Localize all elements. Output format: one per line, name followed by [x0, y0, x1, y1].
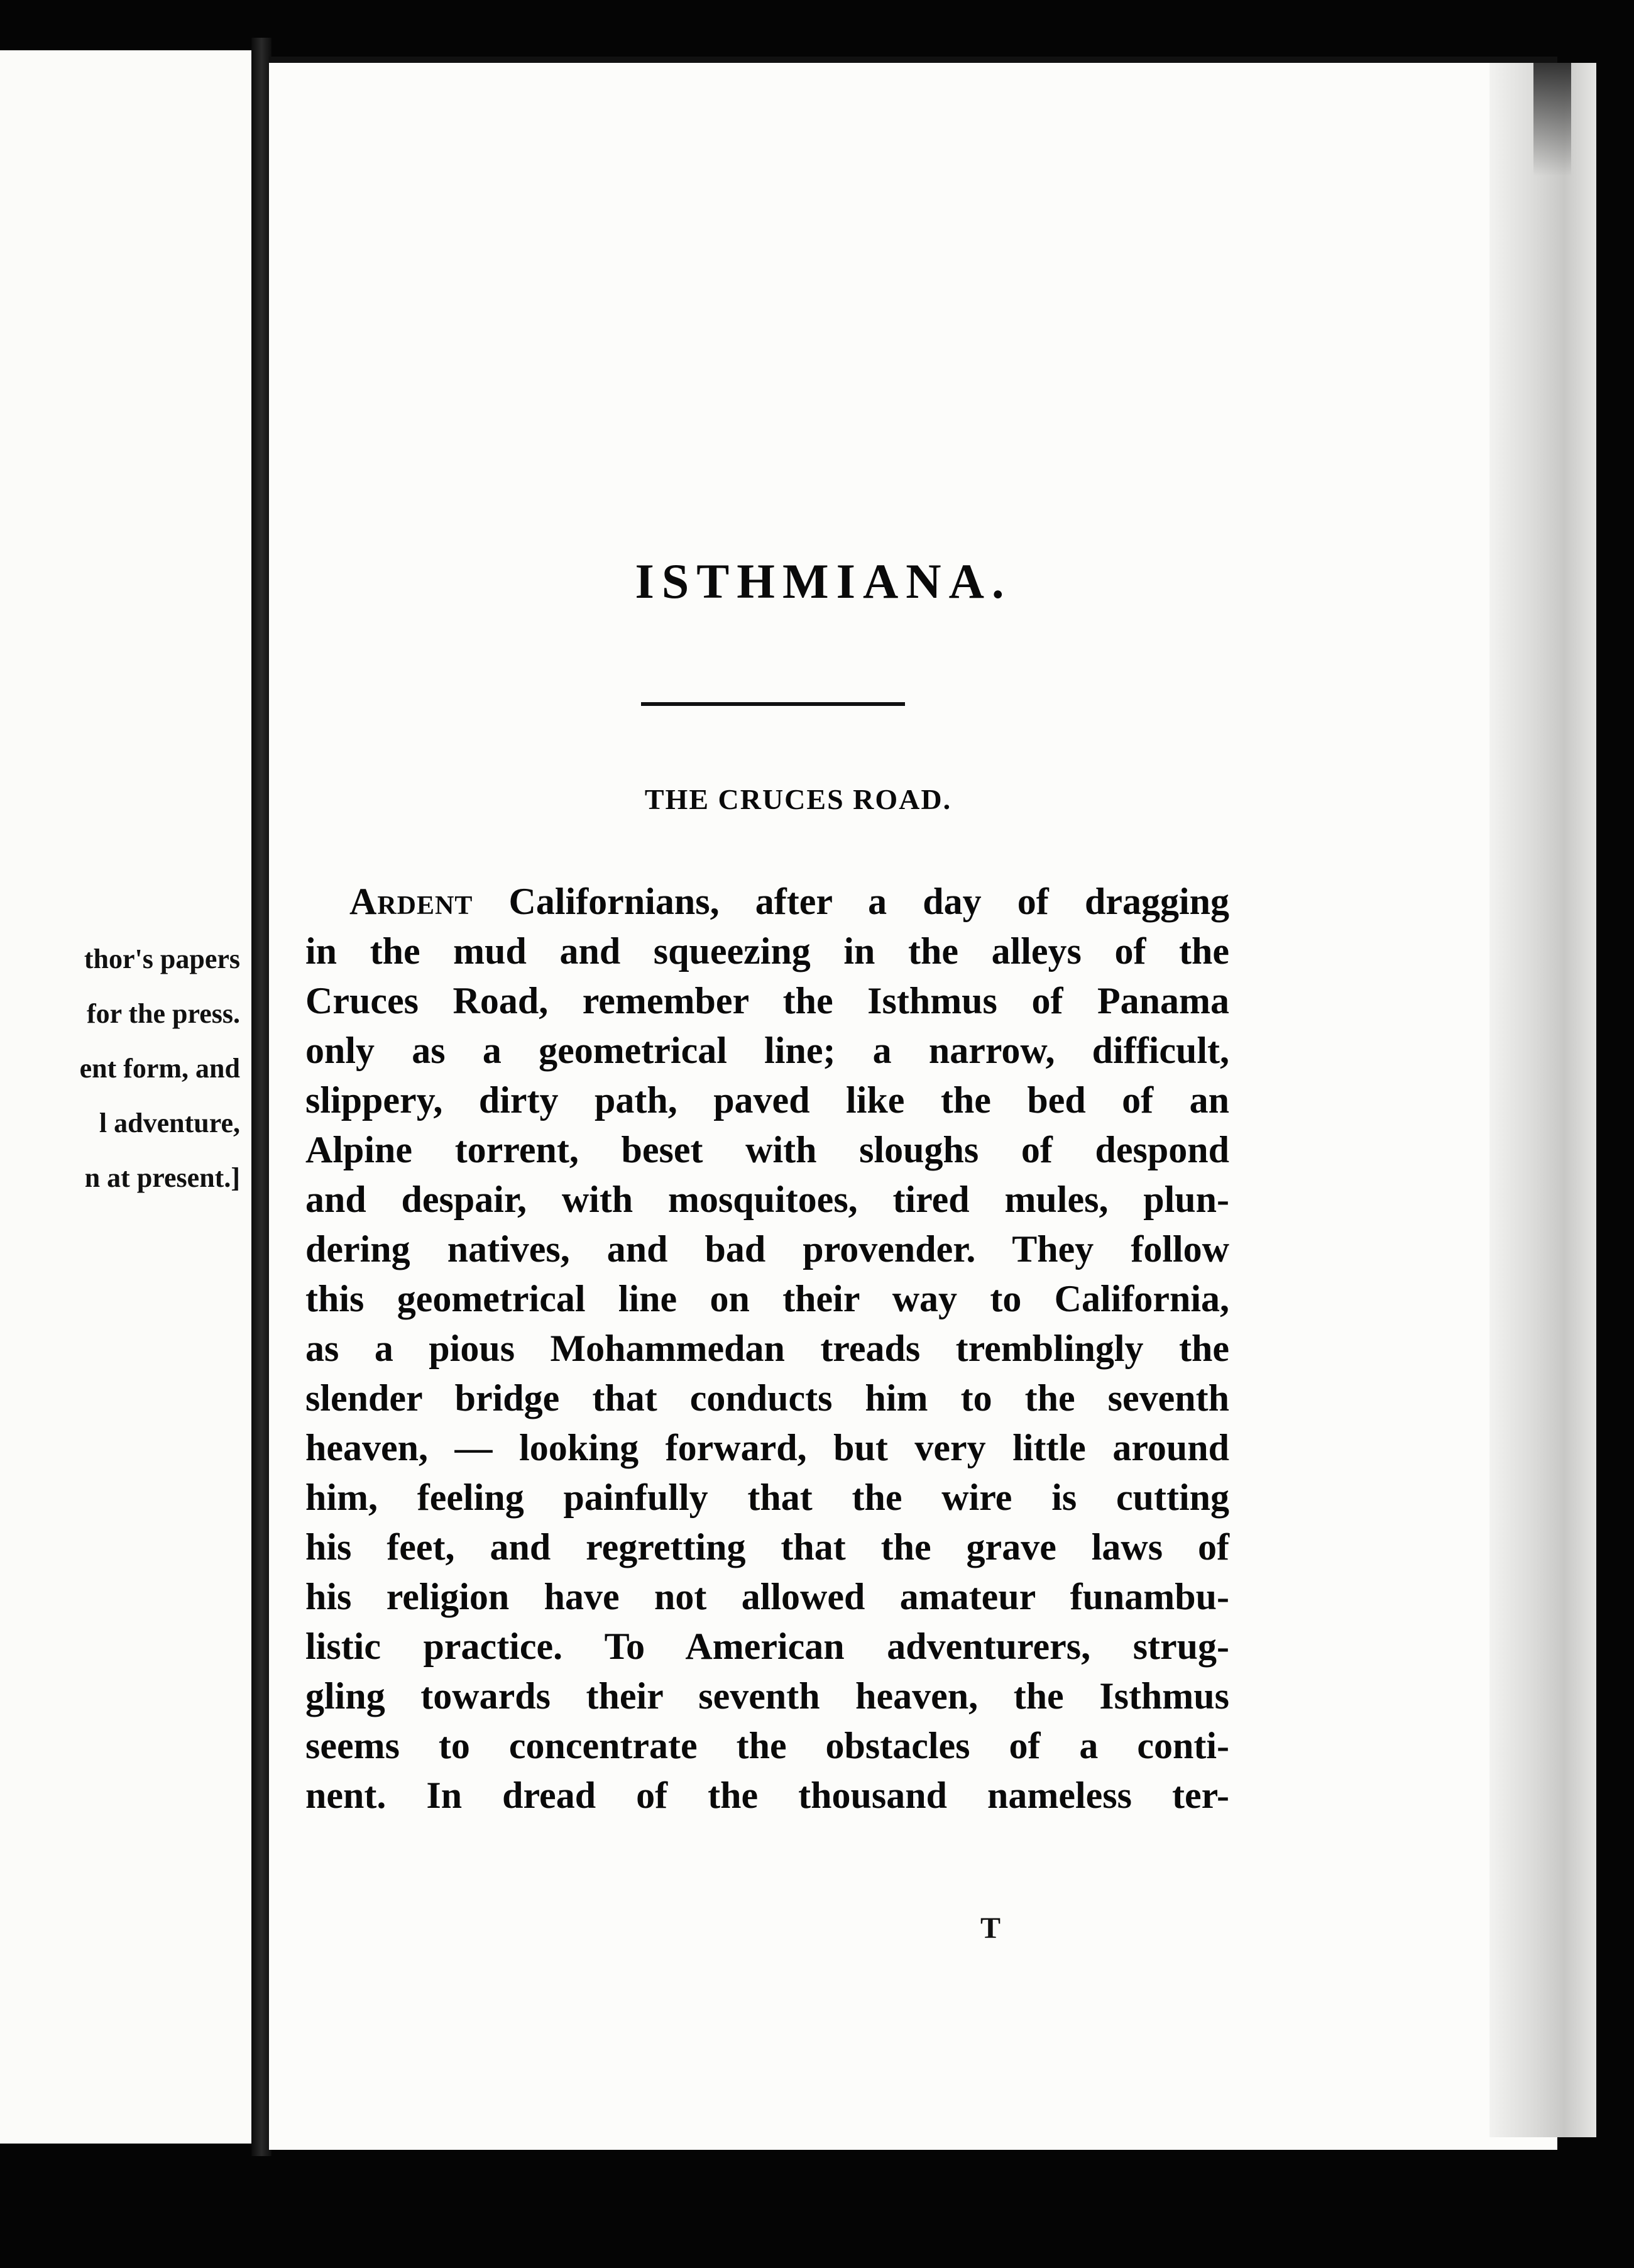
paragraph-line: only as a geometrical line; a narrow, difficult, [305, 1030, 1229, 1071]
paragraph-line: in the mud and squeezing in the alleys of the [305, 930, 1229, 972]
paragraph-line: Alpine torrent, beset with sloughs of despond [305, 1129, 1229, 1170]
lead-word: Ardent [349, 881, 473, 922]
left-page-fragment: thor's papers [84, 944, 240, 974]
paragraph-line: dering natives, and bad provender. They follow [305, 1228, 1229, 1270]
paragraph-line: his feet, and regretting that the grave laws of [305, 1526, 1229, 1568]
paragraph-line: him, feeling painfully that the wire is cutting [305, 1477, 1229, 1518]
left-page-fragment: n at present.] [84, 1162, 240, 1193]
paragraph-line: slippery, dirty path, paved like the bed of an [305, 1079, 1229, 1121]
title-rule-divider [641, 702, 905, 706]
chapter-title: ISTHMIANA. [635, 554, 1012, 608]
paragraph-line: this geometrical line on their way to California, [305, 1278, 1229, 1319]
paragraph-line: listic practice. To American adventurers, strug- [305, 1626, 1229, 1667]
section-title: THE CRUCES ROAD. [644, 783, 952, 815]
paragraph-line: his religion have not allowed amateur funambu- [305, 1576, 1229, 1617]
left-page-fragment: l adventure, [99, 1108, 240, 1138]
paragraph-line: gling towards their seventh heaven, the Isthmus [305, 1675, 1229, 1717]
paragraph-line: heaven, — looking forward, but very little around [305, 1427, 1229, 1468]
paragraph-line: and despair, with mosquitoes, tired mules, plun- [305, 1179, 1229, 1220]
paragraph-line: nent. In dread of the thousand nameless ter- [305, 1775, 1229, 1816]
paragraph-line: slender bridge that conducts him to the seventh [305, 1377, 1229, 1419]
signature-mark: T [980, 1912, 1001, 1945]
body-paragraph [305, 877, 1229, 1820]
paragraph-line: Cruces Road, remember the Isthmus of Panama [305, 980, 1229, 1021]
paragraph-line: seems to concentrate the obstacles of a conti- [305, 1725, 1229, 1766]
paragraph-line [305, 877, 1229, 927]
paragraph-line-text: Californians, after a day of dragging [473, 881, 1229, 922]
left-page-fragment: ent form, and [79, 1053, 240, 1084]
paragraph-line: as a pious Mohammedan treads tremblingly the [305, 1328, 1229, 1369]
left-page-fragment: for the press. [86, 998, 240, 1029]
